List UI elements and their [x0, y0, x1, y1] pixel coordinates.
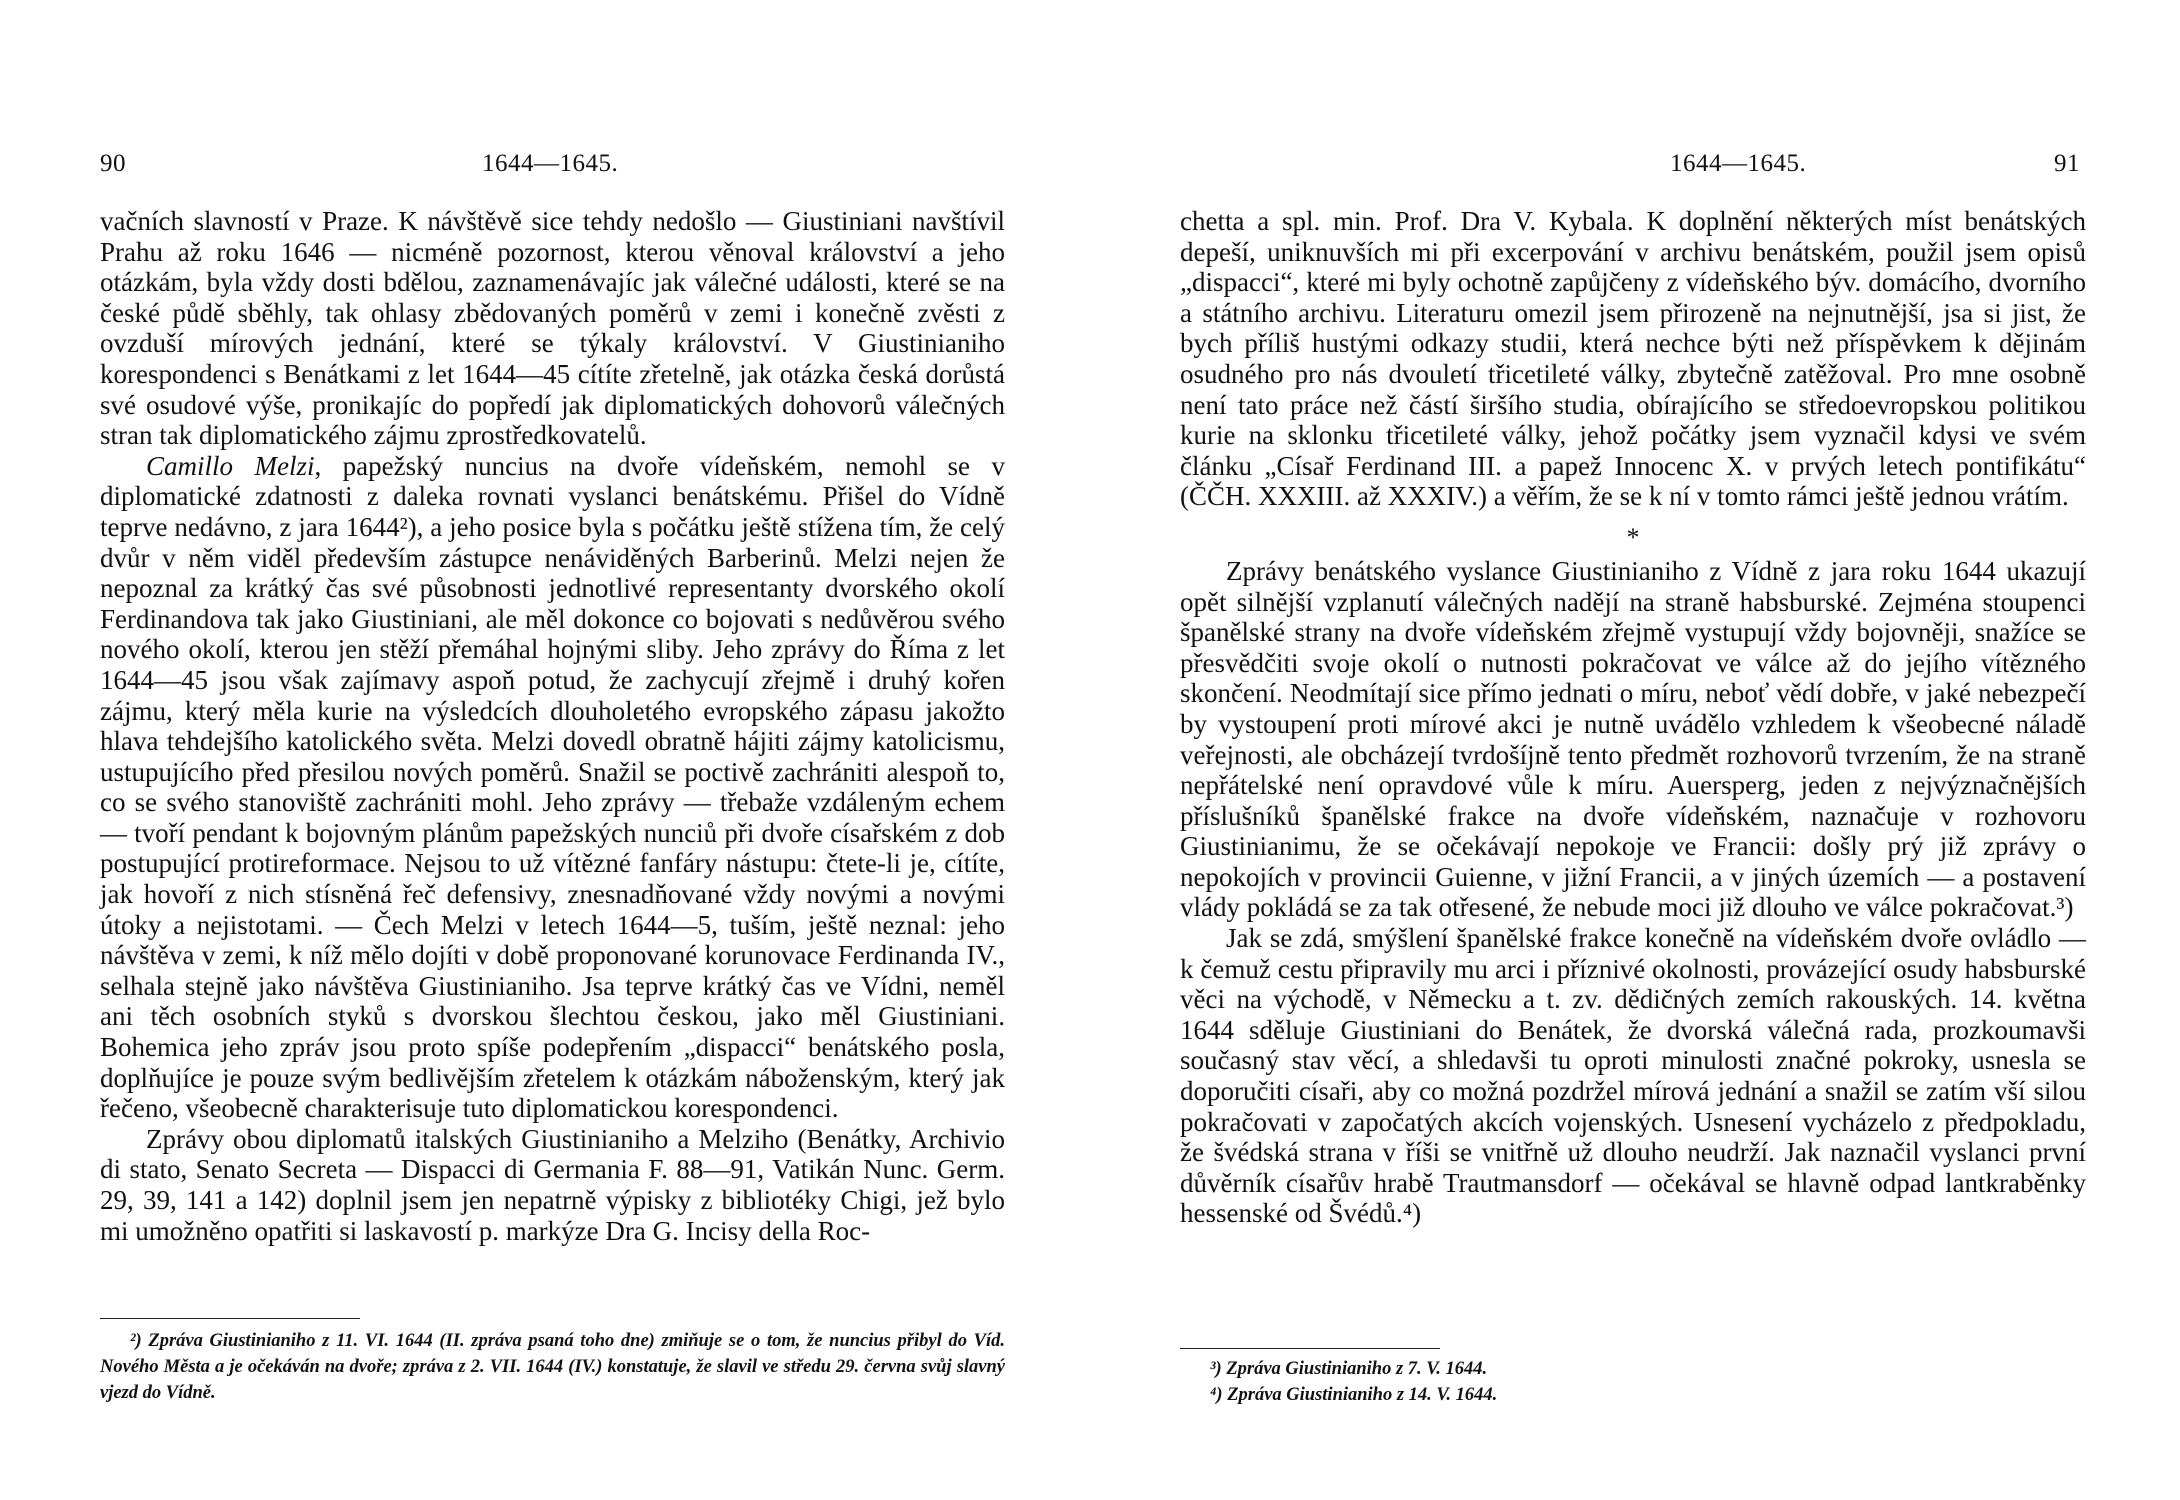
melzi-name: Camillo Melzi	[146, 450, 315, 481]
paragraph: Jak se zdá, smýšlení španělské frakce konečně na vídeňském dvoře ovládlo — k čemuž cestu připravily mu arci i příznivé okolnosti, provázející osudy habsburské věci na východě, v Německu a t. zv. dědičných zemích rakouských. 14. května 1644 sděluje Giustiniani do Benátek, že dvorská válečná rada, prozkoumavši současný stav věcí, a shledavši tu oproti minulosti značné pokroky, usnesla se doporučiti císaři, aby co možná pozdržel mírová jednání a snažil se zatím vší silou pokračovati v započatých akcích vojenských. Usnesení vycházelo z předpokladu, že švédská strana v říši se vnitřně už dlouho neudrží. Jak naznačil vyslanci první důvěrník císařův hrabě Trautmansdorf — očekával se hlavně odpad lantkraběnky hessenské od Švédů.⁴)	[1180, 923, 2086, 1229]
footnote: ⁴) Zpráva Giustinianiho z 14. V. 1644.	[1210, 1385, 1498, 1405]
right-footnotes	[1180, 1356, 2086, 1408]
running-head: 1644—1645.	[1670, 150, 1807, 177]
running-head: 1644—1645.	[482, 150, 619, 177]
melzi-paragraph-text: , papežský nuncius na dvoře vídeňském, nemohl se v diplomatické zdatnosti z daleka rovnati vyslanci benátskému. Přišel do Vídně teprve nedávno, z jara 1644²), a jeho posice byla s počátku ještě stížena tím, že celý dvůr v něm viděl především zástupce nenáviděných Barberinů. Melzi nejen že nepoznal za krátký čas své působnosti jednotlivé representanty dvorského okolí Ferdinandova tak jako Giustiniani, ale měl dokonce co bojovati s nedůvěrou svého nového okolí, kterou jen stěží přemáhal hojnými sliby. Jeho zprávy do Říma z let 1644—45 jsou však zajímavy aspoň potud, že zachycují zřejmě i druhý kořen zájmu, který měla kurie na výsledcích dlouholetého evropského zápasu jakožto hlava tehdejšího katolického světa. Melzi dovedl obratně hájiti zájmy katolicismu, ustupujícího před přesilou nových poměrů. Snažil se poctivě zachrániti alespoň to, co se svého stanoviště zachrániti mohl. Jeho zprávy — třebaže vzdáleným echem — tvoří pendant k bojovným plánům papežských nunciů při dvoře císařském z dob postupující protireformace. Nejsou to už vítězné fanfáry nástupu: čtete-li je, cítíte, jak hovoří z nich stísněná řeč defensivy, znesnadňované vždy novými a novými útoky a nejistotami. — Čech Melzi v letech 1644—5, tuším, ještě neznal: jeho návštěva v zemi, k níž mělo dojíti v době proponované korunovace Ferdinanda IV., selhala stejně jako návštěva Giustinianiho. Jsa teprve krátký čas ve Vídni, neměl ani těch osobních styků s dvorskou šlechtou českou, jako měl Giustiniani. Bohemica jeho zpráv jsou proto spíše podepřením „dispacci“ benátského posla, doplňujíce je pouze svým bedlivějším zřetelem k otázkám náboženským, který jak řečeno, všeobecně charakterisuje tuto diplomatickou korespondenci.	[100, 450, 1006, 1124]
paragraph-melzi	[100, 451, 1005, 1124]
footnote: ²) Zpráva Giustinianiho z 11. VI. 1644 (II. zpráva psaná toho dne) zmiňuje se o tom, že nuncius přibyl do Víd. Nového Města a je očekáván na dvoře; zpráva z 2. VII. 1644 (IV.) konstatuje, že slavil ve středu 29. června svůj slavný vjezd do Vídně.	[100, 1331, 1005, 1403]
right-body-text	[1180, 206, 2086, 1229]
left-footnotes	[100, 1328, 1005, 1406]
footnote-rule	[1180, 1348, 1440, 1349]
page-number: 91	[2054, 150, 2080, 177]
section-separator: *	[1626, 522, 1640, 552]
paragraph: Zprávy benátského vyslance Giustinianiho z Vídně z jara roku 1644 ukazují opět silnější vzplanutí válečných nadějí na straně habsburské. Zejména stoupenci španělské strany na dvoře vídeňském zřejmě vystupují vždy bojovněji, snažíce se přesvědčiti svoje okolí o nutnosti pokračovat ve válce až do jejího vítězného skončení. Neodmítají sice přímo jednati o míru, neboť vědí dobře, v jaké nebezpečí by vystoupení proti mírové akci je nutně uvádělo vzhledem k všeobecné náladě veřejnosti, ale obcházejí tvrdošíjně tento předmět rozhovorů tvrzením, že na straně nepřátelské není opravdové vůle k míru. Auersperg, jeden z nejvýznačnějších příslušníků španělské frakce na dvoře vídeňském, naznačuje v rozhovoru Giustinianimu, že se očekávají nepokoje ve Francii: došly prý již zprávy o nepokojích v provincii Guienne, v jižní Francii, a v jiných územích — a postavení vlády pokládá se za tak otřesené, že nebude moci již dlouho ve válce pokračovat.³)	[1180, 555, 2086, 923]
paragraph: vačních slavností v Praze. K návštěvě sice tehdy nedošlo — Giustiniani navštívil Prahu až roku 1646 — nicméně pozornost, kterou věnoval království a jeho otázkám, byla vždy dosti bdělou, zaznamenávajíc jak válečné události, které se na české půdě sběhly, tak ohlasy zbědovaných poměrů v zemi i konečně zvěsti z ovzduší mírových jednání, které se týkaly království. V Giustinianiho korespondenci s Benátkami z let 1644—45 cítíte zřetelně, jak otázka česká dorůstá své osudové výše, pronikajíc do popředí jak diplomatických dohovorů válečných stran tak diplomatického zájmu zprostředkovatelů.	[100, 206, 1005, 451]
paragraph: chetta a spl. min. Prof. Dra V. Kybala. K doplnění některých míst benátských depeší, uniknuvších mi při excerpování v archivu benátském, použil jsem opisů „dispacci“, které mi byly ochotně zapůjčeny z vídeňského býv. domácího, dvorního a státního archivu. Literaturu omezil jsem přirozeně na nejnutnější, jsa si jist, že bych příliš hustými odkazy studii, která nechce býti než příspěvkem k dějinám osudného pro nás dvouletí třicetileté války, zbytečně zatěžoval. Pro mne osobně není tato práce než částí širšího studia, obírajícího se středoevropskou politikou kurie na sklonku třicetileté války, jehož počátky jsem vyznačil kdysi ve svém článku „Císař Ferdinand III. a papež Innocenc X. v prvých letech pontifikátu“ (ČČH. XXXIII. až XXXIV.) a věřím, že se k ní v tomto rámci ještě jednou vrátím.	[1180, 206, 2086, 512]
footnote-rule	[100, 1318, 360, 1319]
right-page	[1090, 0, 2180, 1500]
footnote: ³) Zpráva Giustinianiho z 7. V. 1644.	[1210, 1359, 1488, 1379]
paragraph: Zprávy obou diplomatů italských Giustinianiho a Melziho (Benátky, Archivio di stato, Senato Secreta — Dispacci di Germania F. 88—91, Vatikán Nunc. Germ. 29, 39, 141 a 142) doplnil jsem jen nepatrně výpisky z bibliotéky Chigi, jež bylo mi umožněno opatřiti si laskavostí p. markýze Dra G. Incisy della Roc-	[100, 1123, 1005, 1246]
page-number: 90	[100, 150, 126, 177]
left-body-text	[100, 206, 1005, 1246]
